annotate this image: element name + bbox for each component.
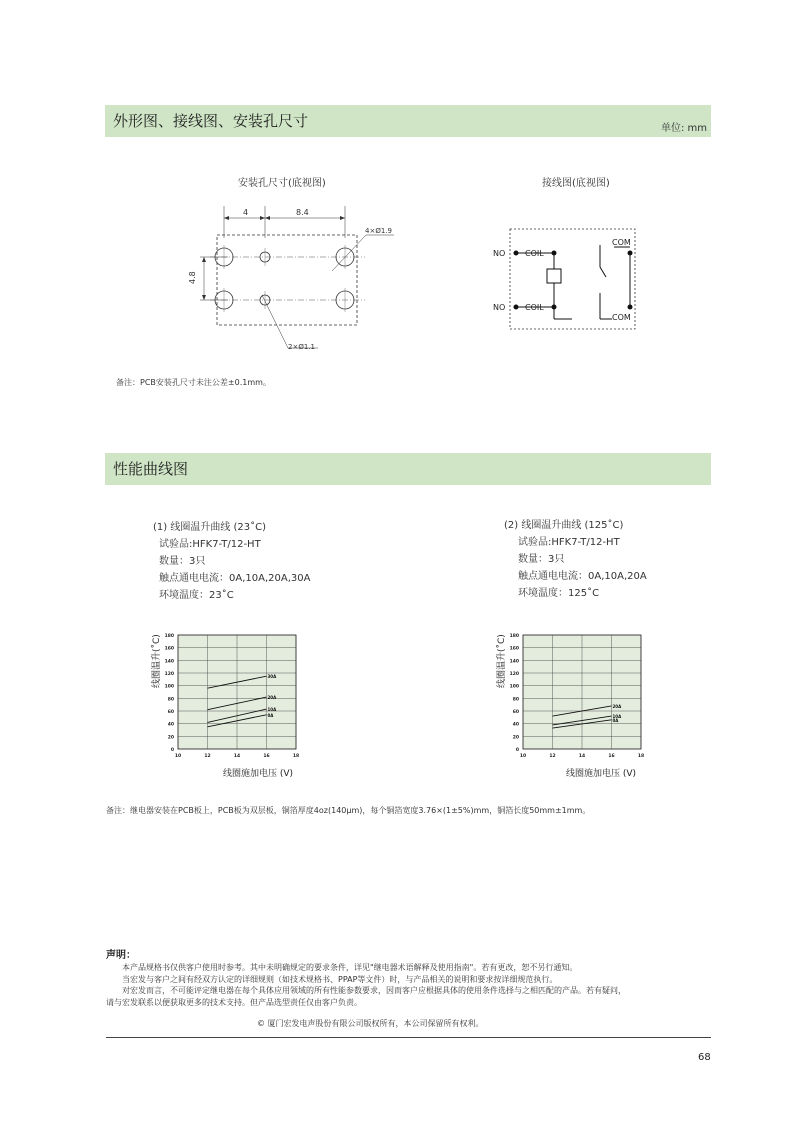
declaration-line: 对宏发而言，不可能评定继电器在每个具体应用领域的所有性能参数要求，因而客户应根据具体的使用条件选择与之相匹配的产品。若有疑问，	[122, 986, 626, 995]
series-label: 30A	[267, 674, 277, 680]
wiring-no-bottom: NO	[493, 303, 506, 312]
declaration-line: 请与宏发联系以便获取更多的技术支持。但产品选型责任仅由客户负责。	[106, 997, 362, 1007]
x-tick-label: 18	[637, 754, 645, 759]
y-tick-label: 120	[509, 672, 519, 677]
dim-a: 4	[243, 208, 249, 217]
curve-current: 触点通电电流：0A,10A,20A	[518, 571, 647, 582]
y-tick-label: 60	[512, 710, 519, 715]
curve-sample: 试验品:HFK7-T/12-HT	[518, 537, 620, 548]
x-tick-label: 14	[578, 754, 586, 759]
wiring-no-top: NO	[493, 249, 506, 258]
wiring-diagram	[490, 225, 650, 335]
x-tick-label: 12	[204, 754, 211, 759]
chart-note: 备注：继电器安装在PCB板上，PCB板为双层板，铜箔厚度4oz(140μm)，每个铜箔宽度3.76×(1±5%)mm，铜箔长度50mm±1mm。	[106, 806, 591, 815]
y-tick-label: 40	[167, 722, 174, 728]
curve-ambient: 环境温度：125˚C	[518, 588, 600, 599]
curve-quantity: 数量：3只	[159, 556, 206, 567]
series-label: 0A	[267, 712, 274, 718]
declaration-line: 当宏发与客户之间有经双方认定的详细规则（如技术规格书、PPAP等文件）时，与产品相关的说明和要求按详细规范执行。	[122, 974, 558, 984]
y-tick-label: 0	[170, 748, 174, 753]
declaration-line: 本产品规格书仅供客户使用时参考。其中未明确规定的要求条件，详见"继电器术语解释及使用指南"。若有更改，恕不另行通知。	[122, 963, 578, 972]
mounting-hole-diagram	[180, 198, 410, 358]
footer-divider	[106, 1037, 711, 1038]
wiring-coil-bottom: COIL	[525, 303, 544, 312]
unit-label: 单位: mm	[660, 123, 707, 134]
y-tick-label: 160	[509, 646, 519, 652]
curve-info-1	[153, 519, 310, 604]
x-tick-label: 18	[292, 754, 300, 759]
page-number: 68	[698, 1052, 711, 1063]
mounting-note: 备注：PCB安装孔尺寸未注公差±0.1mm。	[116, 378, 271, 387]
y-tick-label: 160	[164, 646, 174, 652]
x-tick-label: 10	[519, 754, 527, 759]
y-tick-label: 100	[509, 684, 519, 690]
section-title: 外形图、接线图、安装孔尺寸	[113, 112, 309, 130]
y-tick-label: 180	[164, 634, 174, 639]
chart-2-xlabel: 线圈施加电压 (V)	[566, 769, 637, 779]
y-tick-label: 100	[164, 684, 174, 690]
curve-sample: 试验品:HFK7-T/12-HT	[159, 539, 261, 550]
x-tick-label: 14	[233, 754, 241, 759]
y-tick-label: 0	[515, 748, 519, 753]
series-label: 0A	[612, 717, 619, 723]
y-tick-label: 120	[164, 672, 174, 677]
mounting-caption: 安装孔尺寸(底视图)	[238, 178, 326, 189]
curve-heading: (1) 线圈温升曲线 (23˚C)	[153, 522, 267, 533]
section-header-performance	[105, 453, 711, 485]
section-header-outline	[105, 105, 711, 137]
hole-large-label: 4×Ø1.9	[365, 227, 392, 235]
chart-1-ylabel: 线圈温升(˚C)	[152, 634, 162, 688]
chart-2-ylabel: 线圈温升(˚C)	[497, 634, 507, 688]
wiring-caption: 接线图(底视图)	[542, 178, 610, 189]
wiring-com-bottom: COM	[612, 313, 631, 322]
x-tick-label: 12	[549, 754, 556, 759]
section-title: 性能曲线图	[113, 460, 189, 478]
series-label: 10A	[267, 707, 277, 713]
series-label: 20A	[267, 695, 277, 701]
y-tick-label: 20	[167, 735, 174, 741]
wiring-coil-top: COIL	[525, 249, 544, 258]
series-label: 20A	[612, 703, 622, 709]
y-tick-label: 80	[512, 697, 519, 703]
dim-b: 8.4	[296, 208, 309, 217]
curve-quantity: 数量：3只	[518, 554, 565, 565]
y-tick-label: 140	[164, 659, 174, 665]
y-tick-label: 40	[512, 722, 519, 728]
y-tick-label: 140	[509, 659, 519, 665]
declaration-title: 声明：	[106, 950, 136, 961]
series-label: 10A	[612, 714, 622, 720]
hole-small-label: 2×Ø1.1	[288, 343, 315, 351]
declaration-body	[106, 962, 626, 1008]
y-tick-label: 20	[512, 735, 519, 741]
copyright-notice: © 厦门宏发电声股份有限公司版权所有，本公司保留所有权利。	[257, 1019, 484, 1028]
y-tick-label: 60	[167, 710, 174, 715]
curve-current: 触点通电电流：0A,10A,20A,30A	[159, 573, 311, 584]
y-tick-label: 80	[167, 697, 174, 703]
x-tick-label: 16	[263, 754, 270, 759]
wiring-com-top: COM	[612, 238, 631, 247]
y-tick-label: 180	[509, 634, 519, 639]
curve-ambient: 环境温度：23˚C	[159, 590, 234, 601]
curve-info-2	[504, 517, 647, 602]
chart-1-xlabel: 线圈施加电压 (V)	[223, 769, 294, 779]
x-tick-label: 16	[608, 754, 615, 759]
curve-heading: (2) 线圈温升曲线 (125˚C)	[504, 520, 624, 531]
x-tick-label: 10	[174, 754, 182, 759]
dim-c: 4.8	[188, 271, 197, 284]
